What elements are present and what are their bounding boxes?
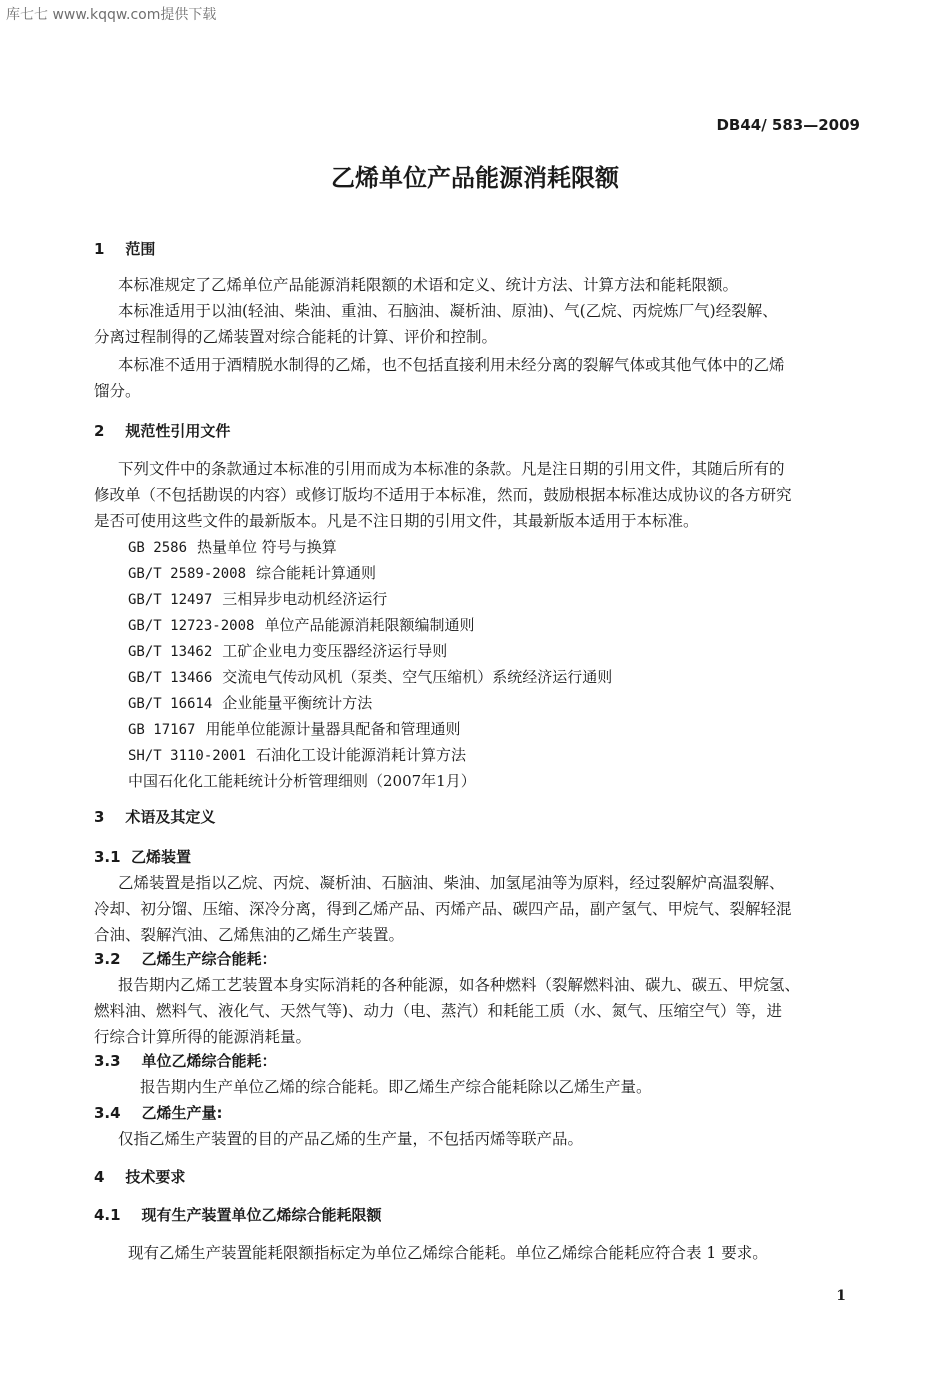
reference-item: SH/T 3110-2001 石油化工设计能源消耗计算方法 [128, 746, 467, 764]
section-3-1-line-1: 乙烯装置是指以乙烷、丙烷、凝析油、石脑油、柴油、加氢尾油等为原料，经过裂解炉高温裂解、 [118, 874, 785, 892]
section-2-intro-line-1: 下列文件中的条款通过本标准的引用而成为本标准的条款。凡是注日期的引用文件，其随后所有的 [118, 460, 785, 478]
page-number: 1 [836, 1288, 846, 1304]
section-3-4-line-1: 仅指乙烯生产装置的目的产品乙烯的生产量，不包括丙烯等联产品。 [118, 1130, 584, 1148]
section-2-heading: 2 规范性引用文件 [94, 422, 231, 440]
section-1-paragraph-3-line-1: 本标准不适用于酒精脱水制得的乙烯，也不包括直接利用未经分离的裂解气体或其他气体中的乙烯 [118, 356, 785, 374]
reference-item: GB/T 12497 三相异步电动机经济运行 [128, 590, 388, 608]
section-1-paragraph-3-line-2: 馏分。 [94, 382, 141, 400]
section-1-heading: 1 范围 [94, 240, 156, 258]
section-3-1-line-2: 冷却、初分馏、压缩、深冷分离，得到乙烯产品、丙烯产品、碳四产品，副产氢气、甲烷气、裂解轻混 [94, 900, 792, 918]
section-1-paragraph-2-line-2: 分离过程制得的乙烯装置对综合能耗的计算、评价和控制。 [94, 328, 498, 346]
section-2-intro-line-3: 是否可使用这些文件的最新版本。凡是不注日期的引用文件，其最新版本适用于本标准。 [94, 512, 699, 530]
section-3-2-heading: 3.2 乙烯生产综合能耗： [94, 950, 277, 968]
section-1-paragraph-1: 本标准规定了乙烯单位产品能源消耗限额的术语和定义、统计方法、计算方法和能耗限额。 [118, 276, 739, 294]
page-title: 乙烯单位产品能源消耗限额 [331, 164, 619, 192]
document-number: DB44/ 583—2009 [716, 116, 860, 134]
section-3-heading: 3 术语及其定义 [94, 808, 216, 826]
section-3-2-line-3: 行综合计算所得的能源消耗量。 [94, 1028, 312, 1046]
section-3-4-heading: 3.4 乙烯生产量: [94, 1104, 223, 1122]
reference-item: 中国石化化工能耗统计分析管理细则（2007年1月） [128, 772, 476, 790]
section-4-1-line-1: 现有乙烯生产装置能耗限额指标定为单位乙烯综合能耗。单位乙烯综合能耗应符合表 1 要求。 [128, 1244, 768, 1262]
section-3-2-line-1: 报告期内乙烯工艺装置本身实际消耗的各种能源，如各种燃料（裂解燃料油、碳九、碳五、甲烷氢、 [118, 976, 801, 994]
section-2-intro-line-2: 修改单（不包括勘误的内容）或修订版均不适用于本标准，然而，鼓励根据本标准达成协议的各方研究 [94, 486, 792, 504]
watermark-text: 库七七 www.kqqw.com提供下载 [6, 7, 217, 23]
section-3-2-line-2: 燃料油、燃料气、液化气、天然气等)、动力（电、蒸汽）和耗能工质（水、氮气、压缩空气）等，进 [94, 1002, 783, 1020]
section-1-paragraph-2-line-1: 本标准适用于以油(轻油、柴油、重油、石脑油、凝析油、原油)、气(乙烷、丙烷炼厂气)经裂解、 [118, 302, 778, 320]
reference-item: GB/T 2589-2008 综合能耗计算通则 [128, 564, 377, 582]
reference-item: GB/T 13462 工矿企业电力变压器经济运行导则 [128, 642, 448, 660]
section-4-1-heading: 4.1 现有生产装置单位乙烯综合能耗限额 [94, 1206, 382, 1224]
section-3-1-heading: 3.1 乙烯装置 [94, 848, 192, 866]
reference-item: GB/T 12723-2008 单位产品能源消耗限额编制通则 [128, 616, 475, 634]
section-3-1-line-3: 合油、裂解汽油、乙烯焦油的乙烯生产装置。 [94, 926, 405, 944]
section-4-heading: 4 技术要求 [94, 1168, 186, 1186]
reference-item: GB 2586 热量单位 符号与换算 [128, 538, 337, 556]
reference-item: GB 17167 用能单位能源计量器具配备和管理通则 [128, 720, 461, 738]
reference-item: GB/T 13466 交流电气传动风机（泵类、空气压缩机）系统经济运行通则 [128, 668, 613, 686]
section-3-3-heading: 3.3 单位乙烯综合能耗： [94, 1052, 277, 1070]
reference-item: GB/T 16614 企业能量平衡统计方法 [128, 694, 373, 712]
section-3-3-line-1: 报告期内生产单位乙烯的综合能耗。即乙烯生产综合能耗除以乙烯生产量。 [140, 1078, 652, 1096]
